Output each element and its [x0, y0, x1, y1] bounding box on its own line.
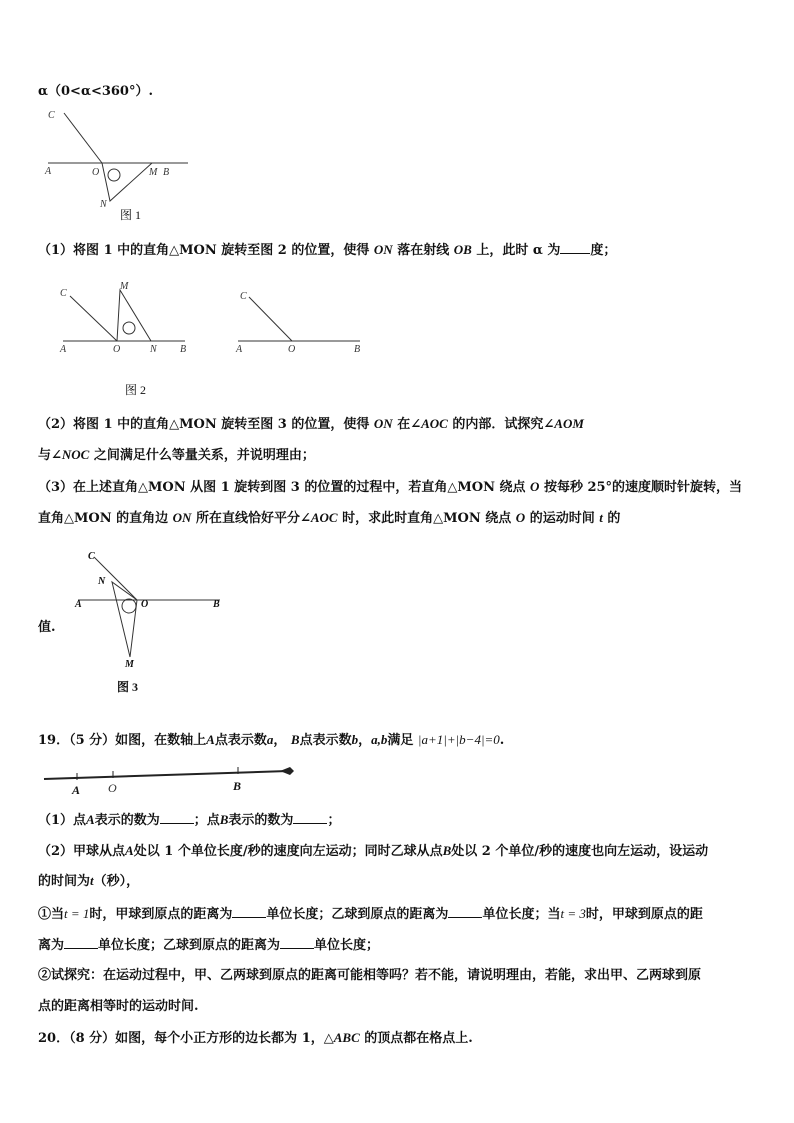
label-c: C	[88, 551, 95, 562]
question-19-part-2-line-1: （2）甲球从点A处以 1 个单位长度/秒的速度向左运动；同时乙球从点B处以 2 个单位/秒的速度也向左运动，设运动	[38, 843, 709, 859]
question-19-header: 19．（5 分）如图，在数轴上A点表示数a， B点表示数b，a,b满足 |a+1|+|b−4|=0.	[38, 732, 505, 748]
label-a: A	[236, 344, 243, 355]
figure-3	[70, 545, 230, 670]
figure-2-caption: 图 2	[125, 383, 147, 397]
label-m: M	[120, 281, 129, 292]
question-3-value: 值.	[38, 620, 56, 635]
label-n: N	[100, 199, 107, 210]
question-19-part-1: （1）点A表示的数为 ；点B表示的数为 ；	[38, 812, 341, 828]
label-o: O	[92, 167, 100, 178]
label-a: A	[72, 783, 81, 796]
axis-arrow	[280, 767, 294, 775]
answer-blank-3[interactable]	[64, 935, 98, 949]
triangle-hole	[108, 169, 120, 181]
ray-oc	[64, 113, 102, 163]
label-a: A	[45, 166, 52, 177]
label-m: M	[125, 659, 134, 670]
answer-blank-1[interactable]	[232, 904, 266, 918]
figure-1	[40, 108, 190, 223]
label-o: O	[108, 781, 117, 795]
label-b: B	[354, 344, 361, 355]
answer-blank-b-value[interactable]	[293, 810, 327, 824]
figure-1-caption: 图 1	[120, 208, 142, 222]
label-a: A	[60, 344, 67, 355]
label-o: O	[141, 599, 149, 610]
axis	[44, 771, 288, 779]
label-c: C	[240, 291, 247, 302]
answer-blank-2[interactable]	[448, 904, 482, 918]
label-o: O	[113, 344, 121, 355]
triangle-hole	[123, 322, 135, 334]
triangle-mon	[102, 163, 152, 201]
question-19-sub-2-line-1: ②试探究：在运动过程中，甲、乙两球到原点的距离可能相等吗？若不能，请说明理由，若能，求出甲、乙两球到原	[38, 968, 702, 983]
question-20: 20．（8 分）如图，每个小正方形的边长都为 1，△ABC 的顶点都在格点上.	[38, 1030, 473, 1046]
label-c: C	[60, 288, 67, 299]
question-19-part-2-line-2: 的时间为t（秒），	[38, 873, 140, 889]
label-n: N	[98, 576, 106, 587]
label-o: O	[288, 344, 296, 355]
question-19-sub-2-line-2: 点的距离相等时的运动时间.	[38, 999, 199, 1014]
label-n: N	[150, 344, 157, 355]
answer-blank-4[interactable]	[280, 935, 314, 949]
question-3-line-2: 直角△MON 的直角边 ON 所在直线恰好平分∠AOC 时，求此时直角△MON 绕点 O 的运动时间 t 的	[38, 510, 621, 526]
question-1: （1）将图 1 中的直角△MON 旋转至图 2 的位置，使得 ON 落在射线 OB 上，此时 α 为 度；	[38, 242, 617, 258]
figure-2-left	[55, 278, 200, 363]
triangle-hole	[122, 599, 136, 613]
label-m: M	[149, 167, 158, 178]
number-line	[40, 758, 310, 796]
question-3-line-1: （3）在上述直角△MON 从图 1 旋转到图 3 的位置的过程中，若直角△MON 绕点 O 按每秒 25°的速度顺时针旋转，当	[38, 479, 743, 495]
question-19-sub-1-line-1: ①当t = 1时，甲球到原点的距离为 单位长度；乙球到原点的距离为 单位长度；当t = 3时，甲球到原点的距	[38, 906, 703, 922]
answer-blank-a-value[interactable]	[160, 810, 194, 824]
label-b: B	[163, 167, 170, 178]
label-b: B	[213, 599, 220, 610]
intro-text: α（0<α<360°）.	[38, 84, 154, 99]
ray-oc	[70, 296, 117, 341]
ray-oc	[249, 297, 292, 341]
question-2-line-1: （2）将图 1 中的直角△MON 旋转至图 3 的位置，使得 ON 在∠AOC 的内部．试探究∠AOM	[38, 416, 584, 432]
label-b: B	[180, 344, 187, 355]
triangle-mon	[117, 290, 151, 341]
figure-3-caption: 图 3	[117, 680, 139, 694]
label-c: C	[48, 110, 55, 121]
figure-2-right	[232, 285, 372, 360]
answer-blank-alpha[interactable]	[560, 240, 590, 254]
question-2-line-2: 与∠NOC 之间满足什么等量关系，并说明理由；	[38, 447, 315, 463]
question-19-sub-1-line-2: 离为 单位长度；乙球到原点的距离为 单位长度；	[38, 935, 758, 955]
label-a: A	[75, 599, 82, 610]
label-b: B	[233, 779, 242, 793]
